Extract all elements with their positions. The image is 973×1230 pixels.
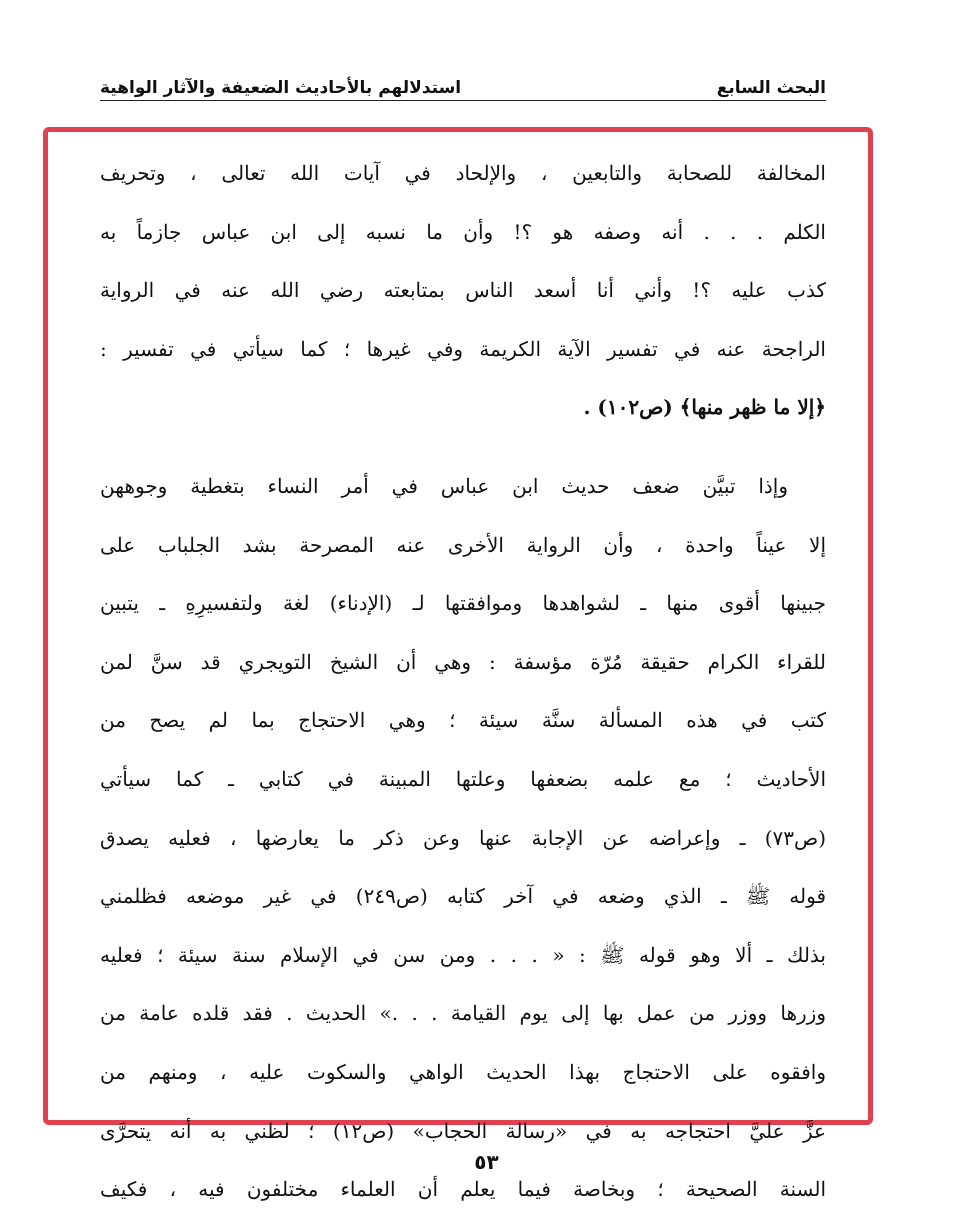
text-line: الراجحة عنه في تفسير الآية الكريمة وفي غيرها ؛ كما سيأتي في تفسير :: [100, 336, 826, 361]
text-line: الأحاديث ؛ مع علمه بضعفها وعلتها المبينة في كتابي ـ كما سيأتي: [100, 766, 826, 791]
text-line: وافقوه على الاحتجاج بهذا الحديث الواهي والسكوت عليه ، ومنهم من: [100, 1059, 826, 1084]
text-line: وزرها ووزر من عمل بها إلى يوم القيامة . . .» الحديث . فقد قلده عامة من: [100, 1001, 826, 1026]
body-text: [100, 155, 826, 1230]
text-line: ﴿إلا ما ظهر منها﴾ (ص١٠٢) .: [583, 395, 826, 420]
text-line: الكلم . . . أنه وصفه هو ؟! وأن ما نسبه إلى ابن عباس جازماً به: [100, 219, 826, 244]
chapter-label: البحث السابع: [716, 78, 826, 98]
text-line: المخالفة للصحابة والتابعين ، والإلحاد في آيات الله تعالى ، وتحريف: [100, 161, 826, 185]
page-number: ٥٣: [474, 1150, 499, 1174]
text-line: قوله ﷺ ـ الذي وضعه في آخر كتابه (ص٢٤٩) في غير موضعه فظلمني: [100, 884, 826, 909]
text-line: عزَّ عليَّ احتجاجه به في «رسالة الحجاب» (ص١٢) ؛ لظني به أنه يتحرَّى: [100, 1118, 826, 1143]
text-line: وإذا تبيَّن ضعف حديث ابن عباس في أمر النساء بتغطية وجوههن: [100, 473, 788, 498]
running-header: [100, 58, 826, 98]
paragraph-1: [100, 155, 826, 448]
header-divider: [100, 100, 826, 101]
text-line: إلا عيناً واحدة ، وأن الرواية الأخرى عنه المصرحة بشد الجلباب على: [100, 532, 826, 557]
text-line: كذب عليه ؟! وأني أنا أسعد الناس بمتابعته رضي الله عنه في الرواية: [100, 278, 826, 303]
text-line: بذلك ـ ألا وهو قوله ﷺ : « . . . ومن سن في الإسلام سنة سيئة ؛ فعليه: [100, 942, 826, 967]
paragraph-gap: [100, 448, 826, 468]
text-line: جبينها أقوى منها ـ لشواهدها وموافقتها لـ (الإدناء) لغة ولتفسيرِهِ ـ يتبين: [100, 591, 826, 616]
text-line: كتب في هذه المسألة سنَّة سيئة ؛ وهي الاحتجاج بما لم يصح من: [100, 708, 826, 733]
text-line: السنة الصحيحة ؛ وبخاصة فيما يعلم أن العلماء مختلفون فيه ، فكيف: [100, 1177, 826, 1202]
text-line: (ص٧٣) ـ وإعراضه عن الإجابة عنها وعن ذكر ما يعارضها ، فعليه يصدق: [100, 825, 826, 850]
section-title: استدلالهم بالأحاديث الضعيفة والآثار الواهية: [100, 78, 462, 98]
text-line: للقراء الكرام حقيقة مُرّة مؤسفة : وهي أن الشيخ التويجري قد سنَّ لمن: [100, 649, 826, 674]
paragraph-2: [100, 468, 826, 1230]
